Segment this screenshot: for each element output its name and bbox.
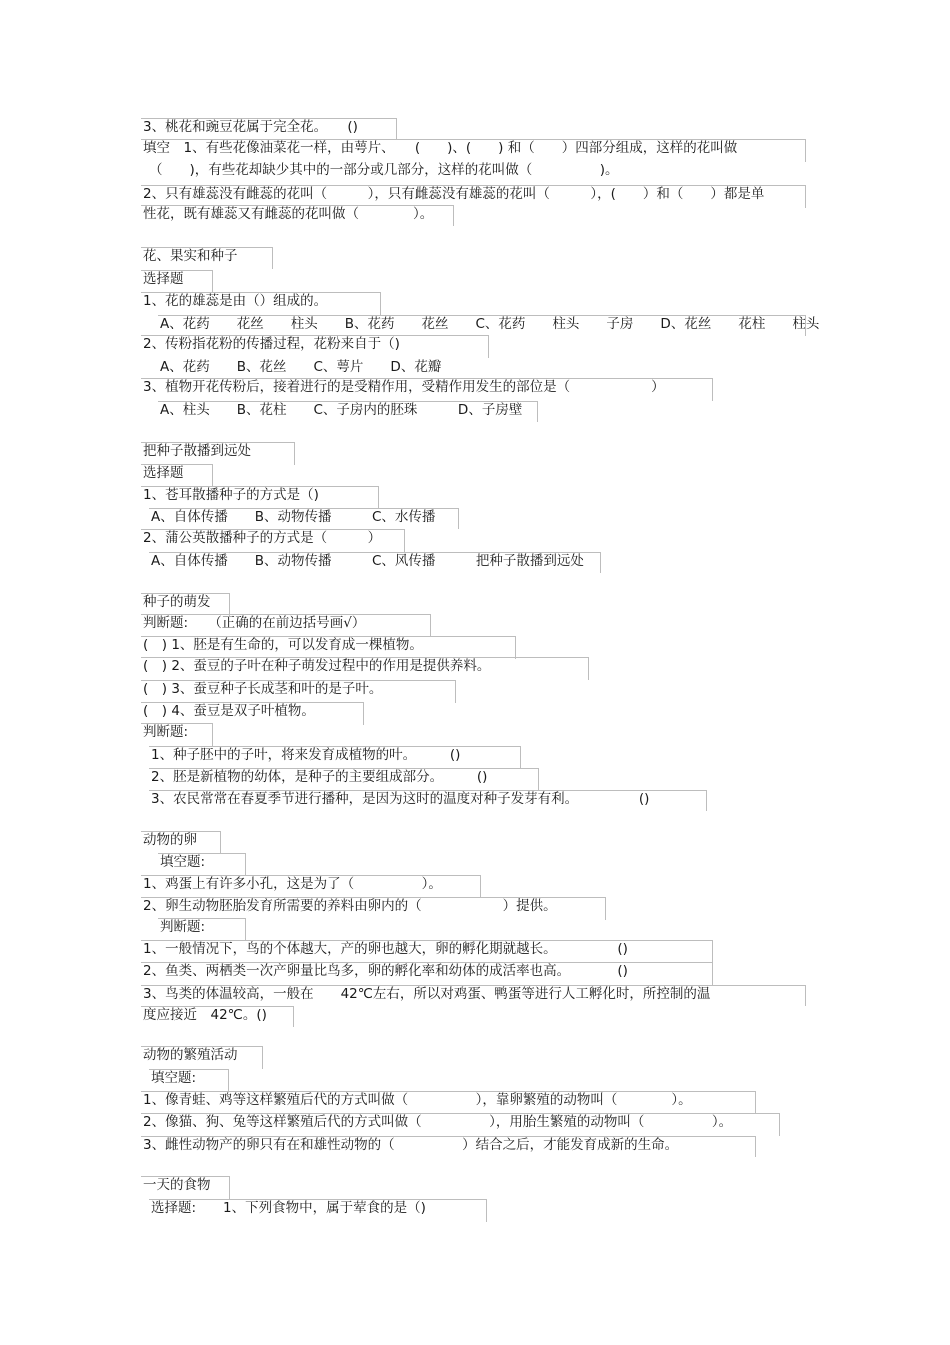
text-line: 把种子散播到远处 [143,443,251,459]
text-line: A、自体传播 B、动物传播 C、风传播 把种子散播到远处 [151,553,584,569]
text-line: 3、植物开花传粉后，接着进行的是受精作用，受精作用发生的部位是（ ） [143,379,665,395]
text-line: ( ) 2、蚕豆的子叶在种子萌发过程中的作用是提供养料。 [143,658,491,674]
text-line: 性花，既有雄蕊又有雌蕊的花叫做（ ）。 [143,206,434,222]
text-line: 2、胚是新植物的幼体，是种子的主要组成部分。 () [151,769,488,785]
text-line: 动物的卵 [143,832,197,848]
text-line: 2、像猫、狗、兔等这样繁殖后代的方式叫做（ ），用胎生繁殖的动物叫（ ）。 [143,1114,733,1130]
text-line: （ )，有些花却缺少其中的一部分或几部分，这样的花叫做（ )。 [149,162,619,178]
text-line: 动物的繁殖活动 [143,1047,238,1063]
text-line: 3、雌性动物产的卵只有在和雄性动物的（ ）结合之后，才能发育成新的生命。 [143,1137,679,1153]
text-line: 2、只有雄蕊没有雌蕊的花叫（ ），只有雌蕊没有雄蕊的花叫（ ），( ）和（ ）都是单 [143,186,765,202]
text-line: 一天的食物 [143,1177,211,1193]
text-line: 2、传粉指花粉的传播过程，花粉来自于（) [143,336,400,352]
text-line: 1、一般情况下，鸟的个体越大，产的卵也越大，卵的孵化期就越长。 () [143,941,628,957]
text-line: 3、桃花和豌豆花属于完全花。 () [143,119,358,135]
text-line: 2、鱼类、两栖类一次产卵量比鸟多，卵的孵化率和幼体的成活率也高。 () [143,963,628,979]
text-line: 判断题: [143,724,189,740]
text-line: A、柱头 B、花柱 C、子房内的胚珠 D、子房壁 [160,402,523,418]
text-line: 填空题: [151,1070,197,1086]
text-line: 3、鸟类的体温较高，一般在 42℃左右，所以对鸡蛋、鸭蛋等进行人工孵化时，所控制的温 [143,986,711,1002]
text-line: 2、卵生动物胚胎发育所需要的养料由卵内的（ ）提供。 [143,898,557,914]
text-line: 1、花的雄蕊是由（）组成的。 [143,293,328,309]
text-line: ( ) 3、蚕豆种子长成茎和叶的是子叶。 [143,681,383,697]
text-line: 种子的萌发 [143,594,211,610]
text-line: 判断题: （正确的在前边括号画√） [143,615,366,631]
text-line: 1、像青蛙、鸡等这样繁殖后代的方式叫做（ ），靠卵繁殖的动物叫（ ）。 [143,1092,692,1108]
text-line: 1、种子胚中的子叶，将来发育成植物的叶。 () [151,747,461,763]
text-line: 2、蒲公英散播种子的方式是（ ） [143,530,382,546]
text-line: 选择题: 1、下列食物中，属于荤食的是（) [151,1200,426,1216]
text-line: A、花药 花丝 柱头 B、花药 花丝 C、花药 柱头 子房 D、花丝 花柱 柱头 [160,316,820,332]
text-line: 填空题: [160,854,206,870]
text-line: 1、鸡蛋上有许多小孔，这是为了（ ）。 [143,876,442,892]
text-line: 1、苍耳散播种子的方式是（) [143,487,319,503]
text-line: 选择题 [143,465,184,481]
text-line: ( ) 4、蚕豆是双子叶植物。 [143,703,315,719]
text-line: ( ) 1、胚是有生命的，可以发育成一棵植物。 [143,637,423,653]
text-line: A、花药 B、花丝 C、萼片 D、花瓣 [160,359,442,375]
text-line: 花、果实和种子 [143,248,238,264]
text-line: 判断题: [160,919,206,935]
text-line: 度应接近 42℃。() [143,1007,267,1023]
text-line: A、自体传播 B、动物传播 C、水传播 [151,509,436,525]
text-line: 填空 1、有些花像油菜花一样，由萼片、 ( )、( ) 和（ ）四部分组成，这样的花叫做 [143,140,738,156]
text-line: 选择题 [143,271,184,287]
text-line: 3、农民常常在春夏季节进行播种，是因为这时的温度对种子发芽有利。 () [151,791,650,807]
